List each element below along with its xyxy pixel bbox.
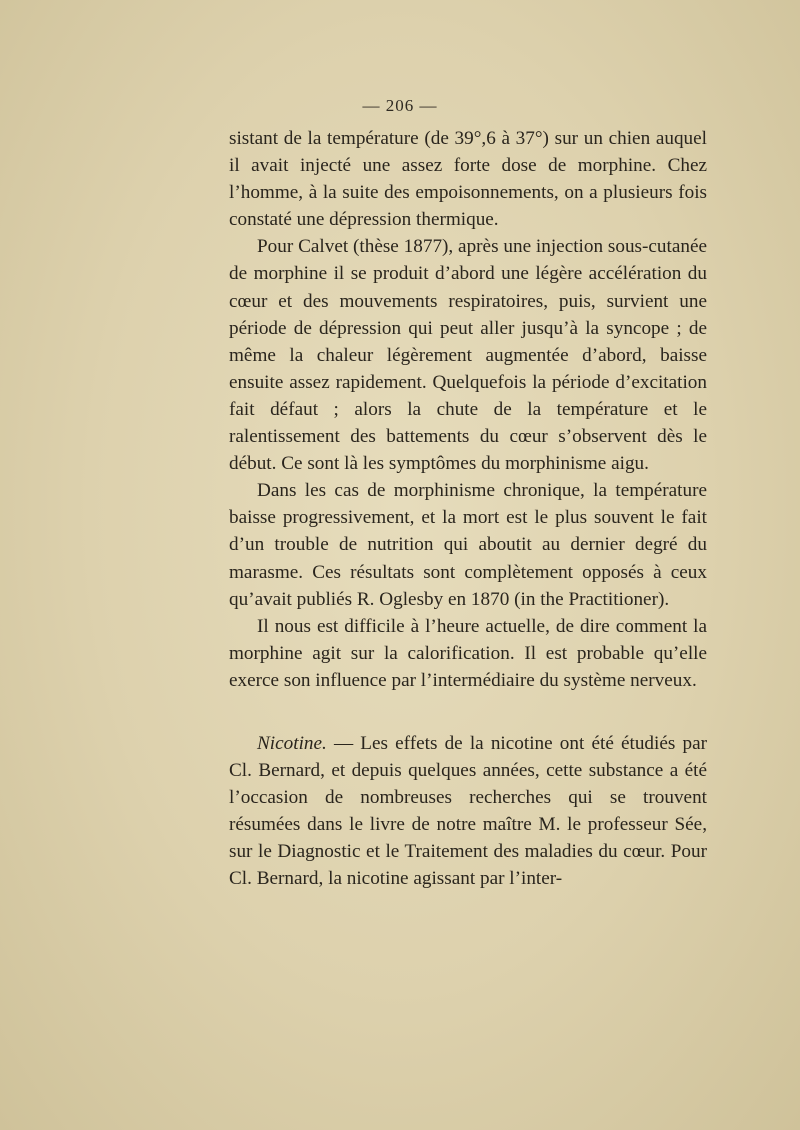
page-number: — 206 — bbox=[362, 96, 438, 115]
nicotine-text: — Les effets de la nicotine ont été étudiés par Cl. Bernard, et depuis quelques années, cette substance a été l’occasion de nombreuses recherches qui se trouvent résumées dans le livre de notre maître M. le professeur Sée, sur le Diagnostic et le Traitement des maladies du cœur. Pour Cl. Bernard, la nicotine agissant par l’inter- bbox=[229, 732, 707, 890]
paragraph-continuation: sistant de la température (de 39°,6 à 37°) sur un chien auquel il avait injecté une assez forte dose de morphine. Chez l’homme, à la suite des empoisonnements, on a plusieurs fois constaté une dépression thermique. bbox=[229, 128, 707, 231]
paragraph-nicotine bbox=[229, 730, 707, 893]
paragraph-calorification: Il nous est difficile à l’heure actuelle, de dire comment la morphine agit sur la calorification. Il est probable qu’elle exerce son influence par l’intermédiaire du système nerveux. bbox=[229, 615, 707, 691]
body-text bbox=[229, 125, 707, 893]
section-term-nicotine: Nicotine. bbox=[257, 732, 327, 754]
paragraph-chronic-morphinism: Dans les cas de morphinisme chronique, la température baisse progressivement, et la mort est le plus souvent le fait d’un trouble de nutrition qui aboutit au dernier degré du marasme. Ces résultats sont complètement opposés à ceux qu’avait publiés R. Oglesby en 1870 (in the Practitioner). bbox=[229, 480, 707, 610]
paragraph-calvet: Pour Calvet (thèse 1877), après une injection sous-cutanée de morphine il se produit d’abord une légère accélération du cœur et des mouvements respiratoires, puis, survient une période de dépression qui peut aller jusqu’à la syncope ; de même la chaleur légèrement augmentée d’abord, baisse ensuite assez rapidement. Quelquefois la période d’excitation fait défaut ; alors la chute de la température et le ralentissement des battements du cœur s’observent dès le début. Ce sont là les symptômes du morphinisme aigu. bbox=[229, 236, 707, 475]
section-gap bbox=[229, 694, 707, 730]
